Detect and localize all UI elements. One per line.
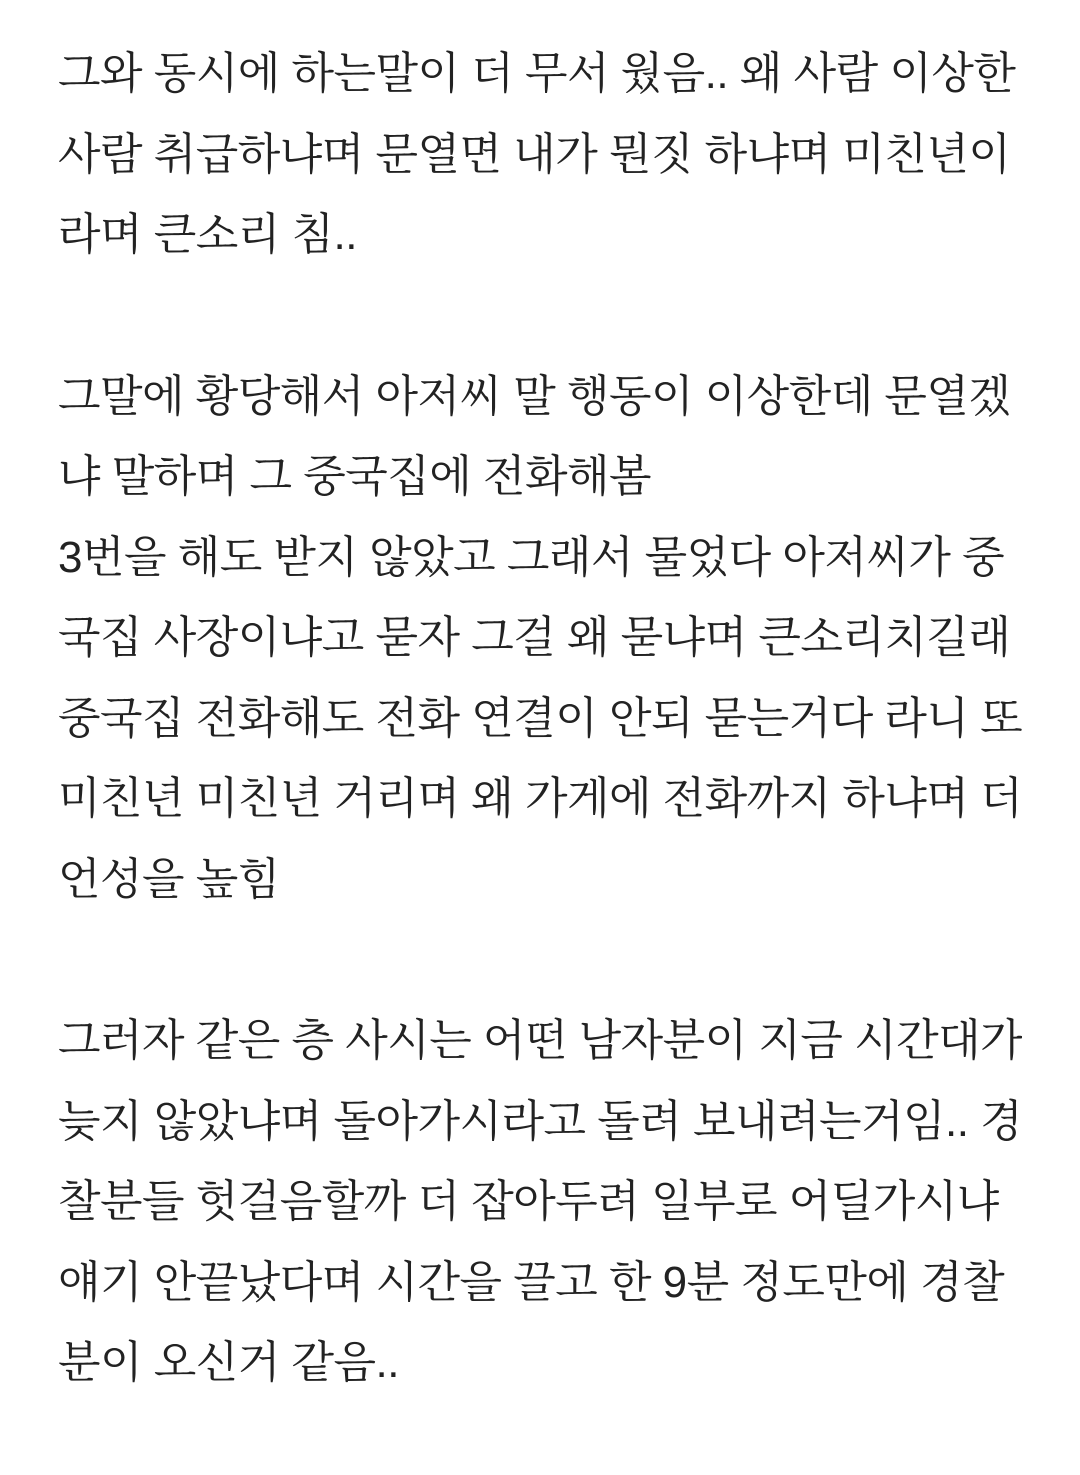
text-line: 늦지 않았냐며 돌아가시라고 돌려 보내려는거임.. 경: [58, 1096, 1022, 1146]
paragraph-2: [58, 357, 1022, 921]
paragraph-1: [58, 34, 1022, 276]
text-line: 3번을 해도 받지 않았고 그래서 물었다 아저씨가 중: [58, 532, 1005, 582]
text-line: 국집 사장이냐고 묻자 그걸 왜 묻냐며 큰소리치길래: [58, 613, 1011, 662]
text-line: 그러자 같은 층 사시는 어떤 남자분이 지금 시간대가: [58, 1016, 1022, 1065]
paragraph-3: [58, 1001, 1022, 1404]
text-line: 중국집 전화해도 전화 연결이 안되 묻는거다 라니 또: [58, 693, 1022, 743]
text-line: 사람 취급하냐며 문열면 내가 뭔짓 하냐며 미친년이: [58, 129, 1011, 179]
text-line: 찰분들 헛걸음할까 더 잡아두려 일부로 어딜가시냐: [58, 1177, 999, 1226]
text-line: 냐 말하며 그 중국집에 전화해봄: [58, 452, 651, 501]
text-line: 얘기 안끝났다며 시간을 끌고 한 9분 정도만에 경찰: [58, 1257, 1005, 1307]
text-line: 라며 큰소리 침..: [58, 210, 357, 259]
text-line: 그말에 황당해서 아저씨 말 행동이 이상한데 문열겠: [58, 371, 1011, 421]
text-line: 미친년 미친년 거리며 왜 가게에 전화까지 하냐며 더: [58, 774, 1022, 823]
text-line: 그와 동시에 하는말이 더 무서 웠음.. 왜 사람 이상한: [58, 49, 1016, 98]
text-line: 언성을 높힘: [58, 854, 280, 904]
text-line: 분이 오신거 같음..: [58, 1338, 399, 1387]
